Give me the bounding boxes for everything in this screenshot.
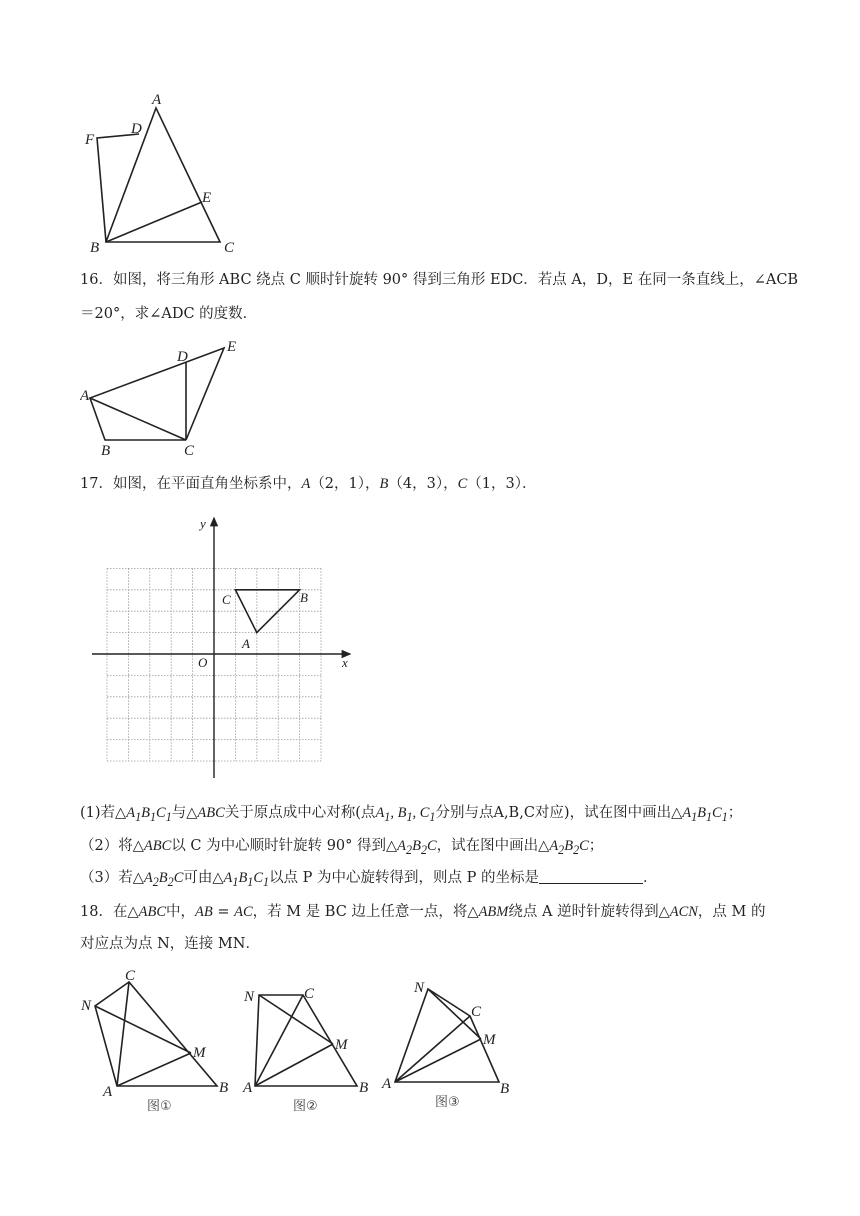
grid-label-c: C xyxy=(222,592,231,607)
fig1-label-b: B xyxy=(219,1080,229,1096)
caption-fig2: 图② xyxy=(293,1099,318,1114)
coordinate-grid xyxy=(88,508,368,784)
axis-y-label: y xyxy=(200,516,206,531)
label-a: A xyxy=(80,388,90,404)
figure-q18 xyxy=(75,964,535,1114)
fig2-label-m: M xyxy=(335,1037,348,1053)
q18-line1: 18．在△ABC中，AB = AC，若 M 是 BC 边上任意一点，将△ABM绕点 A 逆时针旋转得到△ACN，点 M 的 xyxy=(80,904,766,920)
fig1-label-n: N xyxy=(81,998,92,1014)
grid-label-b: B xyxy=(300,590,308,605)
caption-fig1: 图① xyxy=(147,1099,172,1114)
fig1-label-m: M xyxy=(193,1045,206,1061)
origin-label: O xyxy=(198,655,208,670)
q17-point-b-coords: （4，3）， xyxy=(388,476,458,492)
figure-q15 xyxy=(80,88,250,258)
grid-label-a: A xyxy=(242,636,250,651)
fig3-label-n: N xyxy=(414,980,425,996)
label-c: C xyxy=(224,240,235,256)
q16-line2: ＝20°，求∠ADC 的度数． xyxy=(80,306,258,322)
q17-point-a-coords: （2，1）， xyxy=(310,476,380,492)
fig2-label-b: B xyxy=(359,1080,369,1096)
q17-point-a-name: A xyxy=(301,476,311,492)
fig3-label-a: A xyxy=(382,1076,392,1092)
axis-x-label: x xyxy=(342,655,348,670)
fig1-label-c: C xyxy=(125,968,136,984)
q17-intro xyxy=(80,474,536,494)
q17-point-c-coords: （1，3）． xyxy=(467,476,537,492)
fig3-label-m: M xyxy=(483,1032,496,1048)
q17-sub3: （3）若$\triangle A_2B_2C$可由$\triangle A_1B_1C_1$以点 P 为中心旋转得到，则点 P 的坐标是 ． xyxy=(80,870,658,889)
q17-intro-prefix: 17．如图，在平面直角坐标系中， xyxy=(80,476,302,492)
label-c: C xyxy=(184,443,195,458)
label-e: E xyxy=(202,190,212,206)
label-a: A xyxy=(152,92,162,108)
label-b: B xyxy=(101,443,111,458)
fig3-label-b: B xyxy=(500,1081,510,1097)
q17-sub2: （2）将△ABC以 C 为中心顺时针旋转 90° 得到$\triangle A_2B_2C$，试在图中画出$\triangle A_2B_2C$； xyxy=(80,838,604,857)
answer-blank[interactable] xyxy=(539,869,643,884)
fig3-label-c: C xyxy=(471,1004,482,1020)
q17-sub1: (1)若$\triangle A_1B_1C_1$与△ABC关于原点成中心对称(点$A_1$, $B_1$, $C_1$分别与点A,B,C对应)，试在图中画出$\triangle A_1B_1C_1$； xyxy=(80,805,743,824)
caption-fig3: 图③ xyxy=(435,1095,460,1110)
q18-line2: 对应点为点 N，连接 MN． xyxy=(80,936,260,952)
q17-point-b-name: B xyxy=(379,476,389,492)
fig2-label-a: A xyxy=(243,1080,253,1096)
label-d: D xyxy=(177,349,188,365)
label-d: D xyxy=(131,121,142,137)
label-f: F xyxy=(85,132,95,148)
fig1-label-a: A xyxy=(103,1084,113,1100)
label-e: E xyxy=(227,339,237,355)
label-b: B xyxy=(90,240,100,256)
fig2-label-c: C xyxy=(304,986,315,1002)
fig2-label-n: N xyxy=(244,989,255,1005)
figure-q16 xyxy=(80,334,250,458)
q16-line1: 16．如图，将三角形 ABC 绕点 C 顺时针旋转 90° 得到三角形 EDC．若点 A，D，E 在同一条直线上，∠ACB xyxy=(80,272,799,288)
q17-point-c-name: C xyxy=(457,476,468,492)
